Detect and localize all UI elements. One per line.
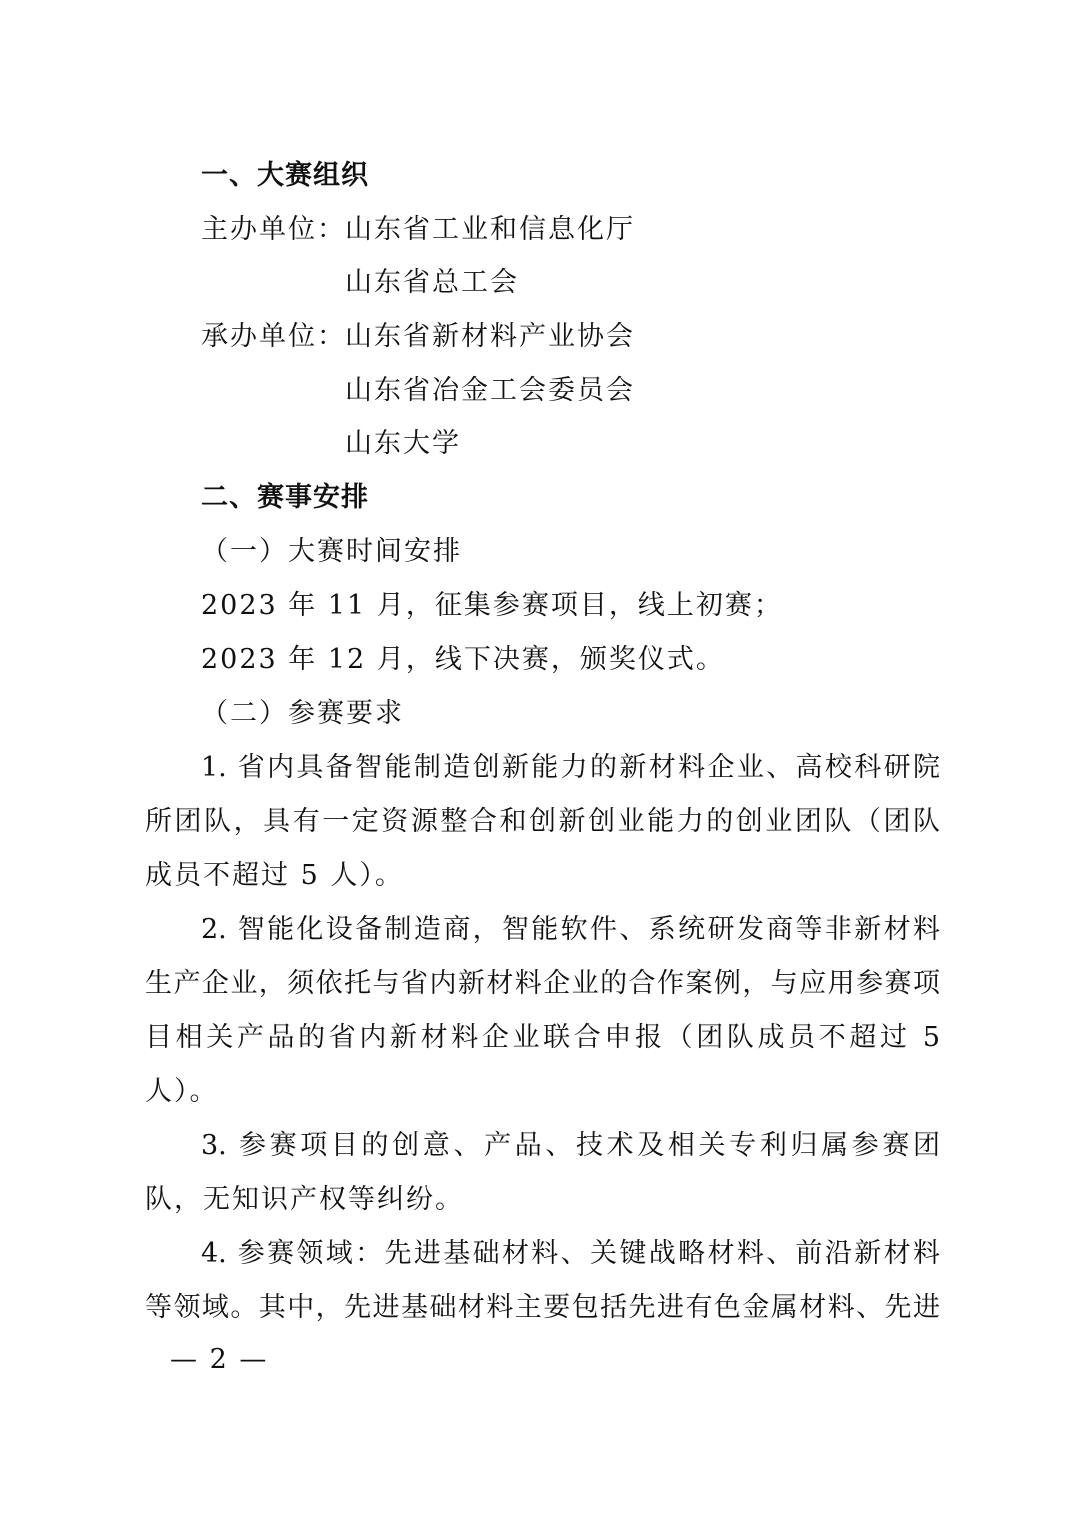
organizer-label: 承办单位： bbox=[201, 321, 346, 352]
section-1-heading: 一、大赛组织 bbox=[201, 160, 369, 191]
requirement-4-line-2: 等领域。其中，先进基础材料主要包括先进有色金属材料、先进 bbox=[145, 1292, 940, 1323]
section-2-heading: 二、赛事安排 bbox=[201, 482, 369, 513]
page-number: — 2 — bbox=[170, 1344, 269, 1375]
host-name-2: 山东省总工会 bbox=[345, 267, 519, 298]
organizer-name-3: 山东大学 bbox=[345, 428, 461, 459]
requirement-1-line-3: 成员不超过 5 人）。 bbox=[145, 860, 404, 891]
subsection-2-heading: （二）参赛要求 bbox=[201, 698, 404, 729]
subsection-1-heading: （一）大赛时间安排 bbox=[201, 536, 462, 567]
requirement-3-line-1: 3. 参赛项目的创意、产品、技术及相关专利归属参赛团 bbox=[201, 1130, 940, 1161]
host-label: 主办单位： bbox=[201, 214, 346, 245]
organizer-row-1 bbox=[201, 317, 996, 357]
requirement-2-line-2: 生产企业，须依托与省内新材料企业的合作案例，与应用参赛项 bbox=[145, 968, 940, 999]
requirement-2-line-3: 目相关产品的省内新材料企业联合申报（团队成员不超过 5 bbox=[145, 1022, 940, 1053]
requirement-1-line-2: 所团队，具有一定资源整合和创新创业能力的创业团队（团队 bbox=[145, 806, 940, 837]
requirement-4-line-1: 4. 参赛领域：先进基础材料、关键战略材料、前沿新材料 bbox=[201, 1238, 940, 1269]
organizer-name-2: 山东省冶金工会委员会 bbox=[345, 375, 635, 406]
host-name-1: 山东省工业和信息化厅 bbox=[345, 214, 635, 245]
schedule-item-1: 2023 年 11 月，征集参赛项目，线上初赛； bbox=[201, 590, 783, 621]
host-row-1 bbox=[201, 210, 996, 250]
schedule-item-2: 2023 年 12 月，线下决赛，颁奖仪式。 bbox=[201, 644, 725, 675]
requirement-2-line-1: 2. 智能化设备制造商，智能软件、系统研发商等非新材料 bbox=[201, 914, 940, 945]
requirement-1-line-1: 1. 省内具备智能制造创新能力的新材料企业、高校科研院 bbox=[201, 752, 940, 783]
organizer-name-1: 山东省新材料产业协会 bbox=[345, 321, 635, 352]
requirement-2-line-4: 人）。 bbox=[145, 1076, 219, 1107]
requirement-3-line-2: 队，无知识产权等纠纷。 bbox=[145, 1184, 464, 1215]
